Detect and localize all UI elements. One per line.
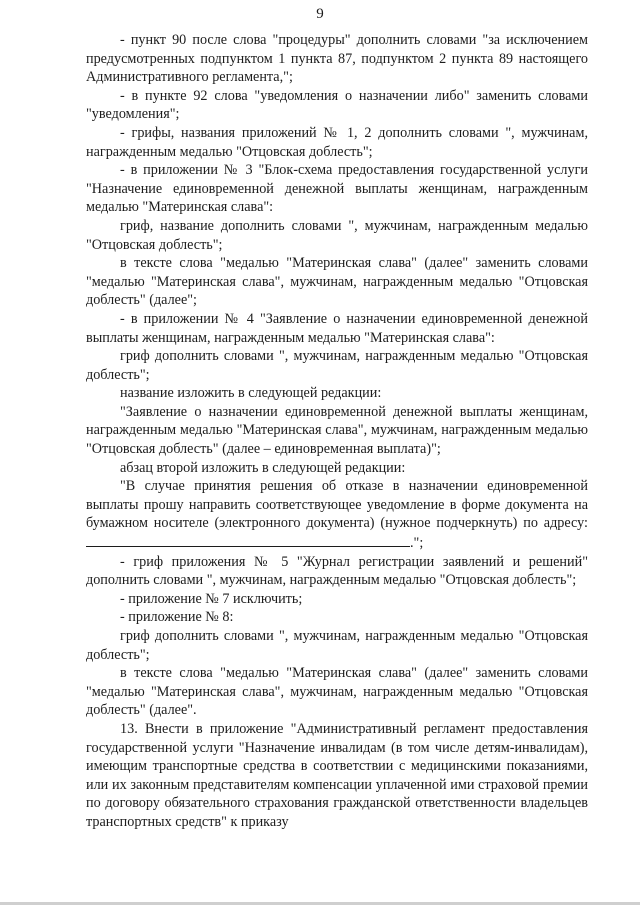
paragraph: - гриф приложения № 5 "Журнал регистрации заявлений и решений" дополнить словами ", мужчинам, награжденным медалью "Отцовская доблесть"; (86, 553, 588, 589)
paragraph: - приложение № 8: (120, 609, 234, 626)
paragraph: название изложить в следующей редакции: (120, 385, 382, 402)
paragraph: гриф дополнить словами ", мужчинам, награжденным медалью "Отцовская доблесть"; (86, 628, 588, 663)
paragraph: абзац второй изложить в следующей редакции: (120, 459, 406, 476)
address-blank-line (86, 533, 410, 547)
paragraph: - в приложении № 3 "Блок-схема предоставления государственной услуги "Назначение единовременной денежной выплаты женщинам, награжденным медалью "Материнская слава": (86, 162, 588, 216)
paragraph: в тексте слова "медалью "Материнская слава" (далее" заменить словами "медалью "Материнская слава", мужчинам, награжденным медалью "Отцовская доблесть" (далее"; (86, 255, 588, 309)
paragraph: гриф дополнить словами ", мужчинам, награжденным медалью "Отцовская доблесть"; (86, 348, 588, 383)
paragraph: гриф, название дополнить словами ", мужчинам, награжденным медалью "Отцовская доблесть"; (86, 217, 588, 253)
request-text: "В случае принятия решения об отказе в назначении единовременной выплаты прошу направить соответствующее уведомление в форме документа на бумажном носителе (электронного документа) (нужное подчеркнуть) по адресу: (86, 478, 588, 532)
document-body (86, 31, 588, 832)
request-text-end: ."; (410, 535, 424, 552)
page-number: 9 (316, 6, 324, 22)
paragraph: - в приложении № 4 "Заявление о назначении единовременной денежной выплаты женщинам, награжденным медалью "Материнская слава": (86, 310, 588, 346)
paragraph: в тексте слова "медалью "Материнская слава" (далее" заменить словами "медалью "Материнская слава", мужчинам, награжденным медалью "Отцовская доблесть" (далее". (86, 665, 588, 719)
request-paragraph (86, 477, 588, 552)
paragraph: - в пункте 92 слова "уведомления о назначении либо" заменить словами "уведомления"; (86, 87, 588, 123)
paragraph: 13. Внести в приложение "Административный регламент предоставления государственной услуги "Назначение инвалидам (в том числе детям-инвалидам), имеющим транспортные средства в соответствии с медицинскими показаниями, или их законным представителям компенсации уплаченной ими страховой премии по договору обязательного страхования гражданской ответственности владельцев транспортных средств" к приказу (86, 720, 588, 830)
paragraph: - грифы, названия приложений № 1, 2 дополнить словами ", мужчинам, награжденным медалью "Отцовская доблесть"; (86, 124, 588, 160)
paragraph: - приложение № 7 исключить; (120, 590, 303, 607)
paragraph: - пункт 90 после слова "процедуры" дополнить словами "за исключением предусмотренных подпунктом 1 пункта 87, подпунктом 2 пункта 89 настоящего Административного регламента,"; (86, 32, 588, 86)
paragraph: "Заявление о назначении единовременной денежной выплаты женщинам, награжденным медалью "Материнская слава", мужчинам, награжденным медалью "Отцовская доблесть" (далее – единовременная выплата)"; (86, 403, 588, 458)
